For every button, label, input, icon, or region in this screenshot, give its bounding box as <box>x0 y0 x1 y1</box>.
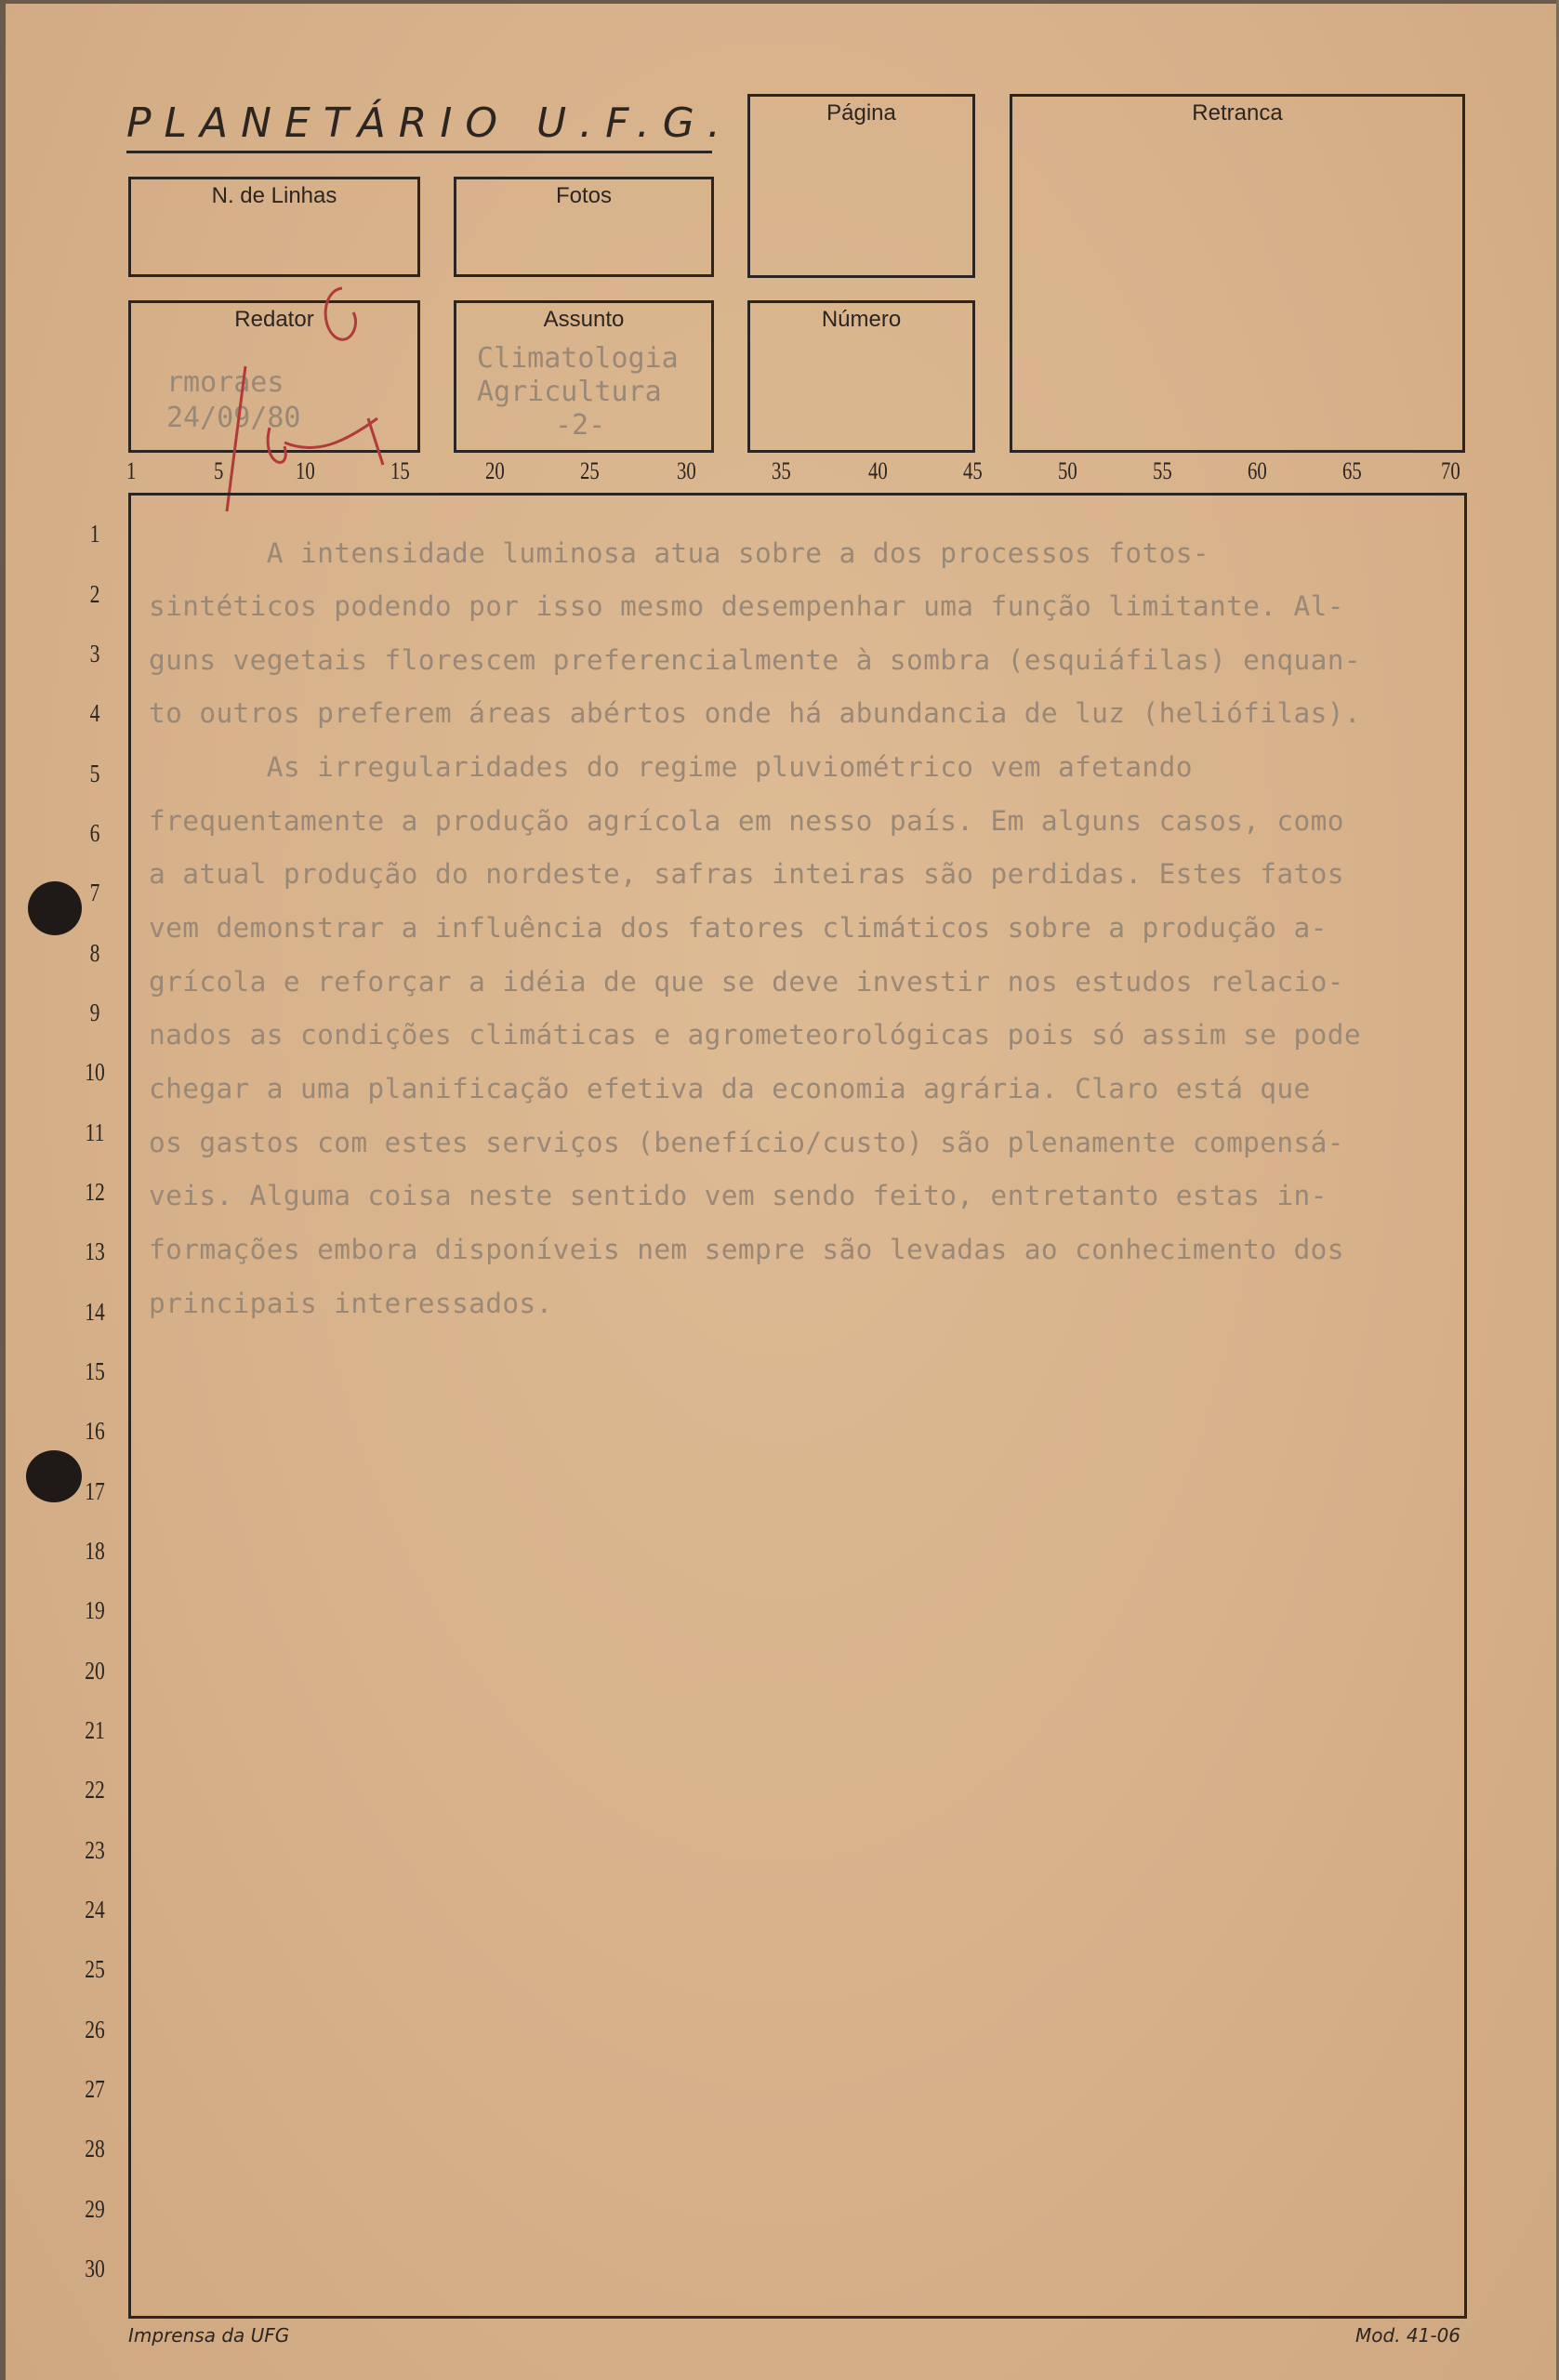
assunto-line-3: -2- <box>555 409 606 442</box>
assunto-box <box>454 300 714 453</box>
ruler-tick: 45 <box>963 457 983 484</box>
sheet-left-edge <box>0 0 6 2380</box>
line-number: 25 <box>85 1955 105 1983</box>
ruler-tick: 25 <box>580 457 600 484</box>
body-line: formações embora disponíveis nem sempre são levadas ao conhecimento dos <box>149 1234 1344 1265</box>
body-line: sintéticos podendo por isso mesmo desempenhar uma função limitante. Al- <box>149 590 1344 622</box>
line-number: 12 <box>85 1178 105 1206</box>
line-number: 14 <box>85 1298 105 1326</box>
ruler-tick: 20 <box>485 457 505 484</box>
body-line: vem demonstrar a influência dos fatores climáticos sobre a produção a- <box>149 912 1328 944</box>
punch-hole-stain <box>28 881 82 935</box>
redator-date: 24/09/80 <box>166 402 301 434</box>
line-number: 27 <box>85 2075 105 2103</box>
retranca-box <box>1010 94 1465 453</box>
body-line: a atual produção do nordeste, safras inteiras são perdidas. Estes fatos <box>149 858 1344 890</box>
line-number: 13 <box>85 1237 105 1265</box>
ruler-tick: 15 <box>390 457 410 484</box>
ruler-tick: 5 <box>214 457 224 484</box>
pagina-box <box>747 94 975 278</box>
punch-hole-stain <box>26 1450 82 1502</box>
line-number: 23 <box>85 1836 105 1864</box>
ruler-tick: 10 <box>296 457 315 484</box>
body-line: A intensidade luminosa atua sobre a dos processos fotos- <box>149 537 1209 569</box>
assunto-line-1: Climatologia <box>477 342 679 375</box>
line-number: 9 <box>89 998 100 1026</box>
ruler-tick: 1 <box>126 457 137 484</box>
body-line: principais interessados. <box>149 1288 553 1319</box>
line-number: 16 <box>85 1417 105 1445</box>
body-line: As irregularidades do regime pluviométrico vem afetando <box>149 751 1193 783</box>
line-number: 26 <box>85 2016 105 2043</box>
redator-label: Redator <box>234 307 314 332</box>
retranca-label: Retranca <box>1192 100 1283 126</box>
numero-box <box>747 300 975 453</box>
body-line: chegar a uma planificação efetiva da economia agrária. Claro está que <box>149 1073 1311 1104</box>
ruler-tick: 55 <box>1153 457 1172 484</box>
fotos-box <box>454 177 714 277</box>
numero-label: Número <box>821 307 902 332</box>
body-line: grícola e reforçar a idéia de que se deve investir nos estudos relacio- <box>149 966 1344 998</box>
line-number: 17 <box>85 1477 105 1505</box>
ruler-tick: 60 <box>1248 457 1267 484</box>
line-number: 2 <box>89 580 100 608</box>
line-number: 19 <box>85 1596 105 1624</box>
line-number: 4 <box>89 699 100 727</box>
footer-printer: Imprensa da UFG <box>128 2324 290 2347</box>
linhas-box <box>128 177 420 277</box>
ruler-tick: 30 <box>677 457 696 484</box>
line-number: 8 <box>89 939 100 967</box>
line-number: 3 <box>89 640 100 668</box>
ruler-tick: 70 <box>1441 457 1460 484</box>
linhas-label: N. de Linhas <box>211 183 337 208</box>
body-line: os gastos com estes serviços (benefício/custo) são plenamente compensá- <box>149 1127 1344 1158</box>
footer-model: Mod. 41-06 <box>1355 2324 1461 2347</box>
line-number: 28 <box>85 2135 105 2162</box>
line-number: 10 <box>85 1058 105 1086</box>
body-line: guns vegetais florescem preferencialmente à sombra (esquiáfilas) enquan- <box>149 644 1361 676</box>
line-number: 7 <box>89 879 100 906</box>
column-ruler <box>121 457 1478 489</box>
fotos-label: Fotos <box>555 183 613 208</box>
redator-name: rmoraes <box>166 366 284 399</box>
line-number: 30 <box>85 2254 105 2282</box>
form-brand: PLANETÁRIO U.F.G. <box>126 97 712 153</box>
line-number: 15 <box>85 1357 105 1385</box>
line-number: 20 <box>85 1657 105 1685</box>
line-number: 18 <box>85 1537 105 1565</box>
line-number: 24 <box>85 1896 105 1924</box>
line-number: 21 <box>85 1716 105 1744</box>
body-line: veis. Alguma coisa neste sentido vem sendo feito, entretanto estas in- <box>149 1180 1328 1211</box>
line-number: 11 <box>85 1118 105 1146</box>
line-number: 22 <box>85 1776 105 1804</box>
line-number: 6 <box>89 819 100 847</box>
line-number: 1 <box>89 520 100 548</box>
ruler-tick: 65 <box>1342 457 1362 484</box>
assunto-label: Assunto <box>543 307 625 332</box>
line-number: 29 <box>85 2195 105 2223</box>
body-line: to outros preferem áreas abértos onde há abundancia de luz (heliófilas). <box>149 697 1361 729</box>
assunto-line-2: Agricultura <box>477 376 662 408</box>
body-line: frequentamente a produção agrícola em nesso país. Em alguns casos, como <box>149 805 1344 837</box>
ruler-tick: 50 <box>1058 457 1077 484</box>
ruler-tick: 40 <box>868 457 888 484</box>
pagina-label: Página <box>826 100 896 126</box>
ruler-tick: 35 <box>772 457 791 484</box>
line-number: 5 <box>89 760 100 787</box>
body-line: nados as condições climáticas e agrometeorológicas pois só assim se pode <box>149 1019 1361 1051</box>
sheet-top-edge <box>0 0 1559 4</box>
